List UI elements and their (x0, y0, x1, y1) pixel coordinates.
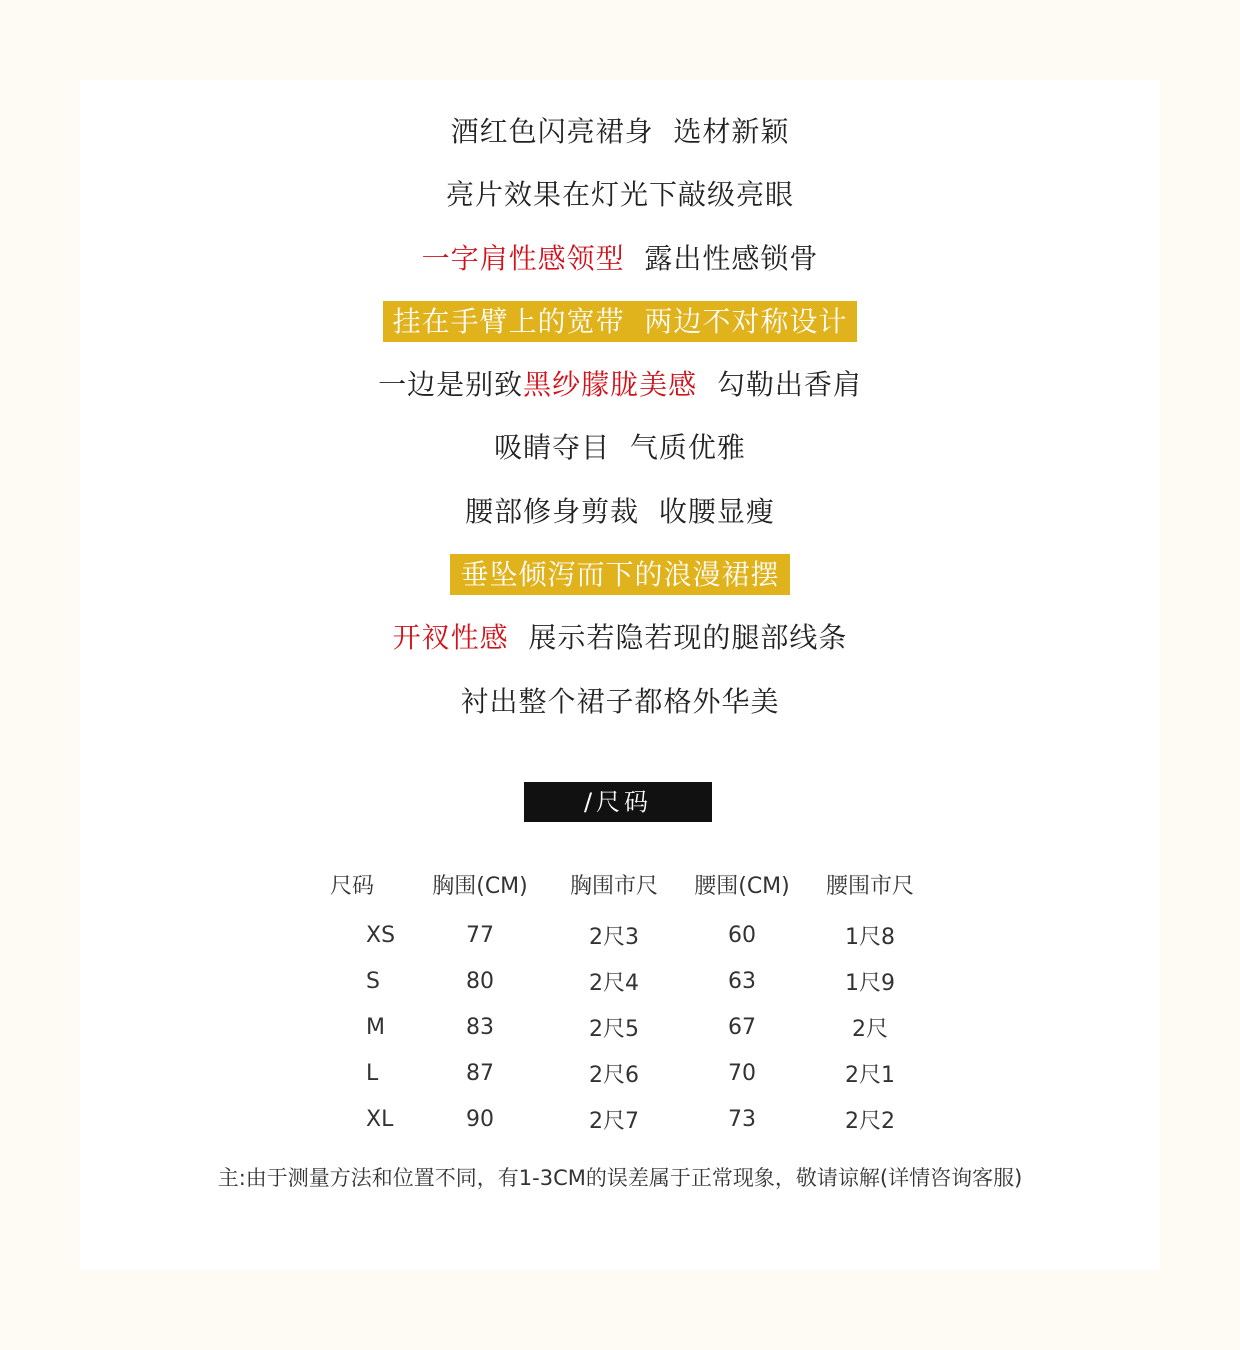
header-chest-chi: 胸围市尺 (569, 873, 658, 899)
table-cell: XS (366, 922, 396, 948)
header-waist-cm: 腰围(CM) (694, 873, 790, 899)
table-cell: 77 (466, 922, 494, 948)
table-cell: 83 (466, 1014, 494, 1040)
table-cell: 73 (728, 1106, 756, 1132)
table-cell: 87 (466, 1060, 494, 1086)
feature-line (0, 543, 1240, 606)
size-table-header-row (330, 862, 934, 912)
table-cell: 2尺7 (589, 1108, 639, 1134)
size-table (330, 862, 934, 1142)
table-cell: 2尺5 (589, 1016, 639, 1042)
table-cell: 80 (466, 968, 494, 994)
table-cell: 70 (728, 1060, 756, 1086)
table-cell: M (366, 1014, 385, 1040)
table-cell: 67 (728, 1014, 756, 1040)
feature-highlight-text: 垂坠倾泻而下的浪漫裙摆 (450, 554, 789, 595)
feature-text: 吸睛夺目 气质优雅 (494, 431, 746, 465)
feature-text: 一边是别致 (378, 368, 524, 402)
feature-text: 露出性感锁骨 (624, 241, 819, 275)
header-size: 尺码 (330, 873, 375, 899)
feature-emphasis-text: 黑纱朦胧美感 (523, 368, 698, 402)
feature-line (0, 480, 1240, 543)
table-cell: 90 (466, 1106, 494, 1132)
feature-line (0, 670, 1240, 733)
table-cell: 63 (728, 968, 756, 994)
feature-text: 亮片效果在灯光下敲级亮眼 (445, 178, 794, 212)
feature-text: 勾勒出香肩 (697, 368, 862, 402)
table-cell: 60 (728, 922, 756, 948)
feature-line (0, 353, 1240, 416)
table-cell: L (366, 1060, 379, 1086)
feature-text: 衬出整个裙子都格外华美 (460, 684, 780, 718)
table-row (330, 1096, 934, 1142)
table-row (330, 912, 934, 958)
feature-emphasis-text: 一字肩性感领型 (421, 241, 625, 275)
table-cell: 1尺8 (845, 924, 895, 950)
table-cell: 2尺6 (589, 1062, 639, 1088)
feature-text: 展示若隐若现的腿部线条 (508, 621, 848, 655)
table-row (330, 1050, 934, 1096)
feature-line (0, 100, 1240, 163)
table-cell: 2尺3 (589, 924, 639, 950)
size-table-body (330, 912, 934, 1142)
table-cell: XL (366, 1106, 394, 1132)
header-chest-cm: 胸围(CM) (432, 873, 528, 899)
feature-line (0, 227, 1240, 290)
table-row (330, 1004, 934, 1050)
feature-line (0, 606, 1240, 669)
table-row (330, 958, 934, 1004)
header-waist-chi: 腰围市尺 (825, 873, 914, 899)
table-cell: 1尺9 (845, 970, 895, 996)
table-cell: 2尺2 (845, 1108, 895, 1134)
table-cell: 2尺4 (589, 970, 639, 996)
feature-line (0, 290, 1240, 353)
feature-text: 酒红色闪亮裙身 选材新颖 (450, 115, 790, 148)
table-cell: 2尺 (852, 1016, 888, 1042)
table-cell: 2尺1 (845, 1062, 895, 1088)
feature-text: 腰部修身剪裁 收腰显瘦 (465, 494, 775, 528)
feature-emphasis-text: 开衩性感 (392, 621, 509, 655)
feature-list (0, 100, 1240, 733)
feature-line (0, 163, 1240, 226)
feature-line (0, 416, 1240, 479)
feature-highlight-text: 挂在手臂上的宽带 两边不对称设计 (383, 301, 858, 342)
table-cell: S (366, 968, 380, 994)
size-section-header: /尺码 (524, 782, 712, 822)
measurement-note: 主:由于测量方法和位置不同，有1-3CM的误差属于正常现象，敬请谅解(详情咨询客服) (217, 1166, 1023, 1190)
